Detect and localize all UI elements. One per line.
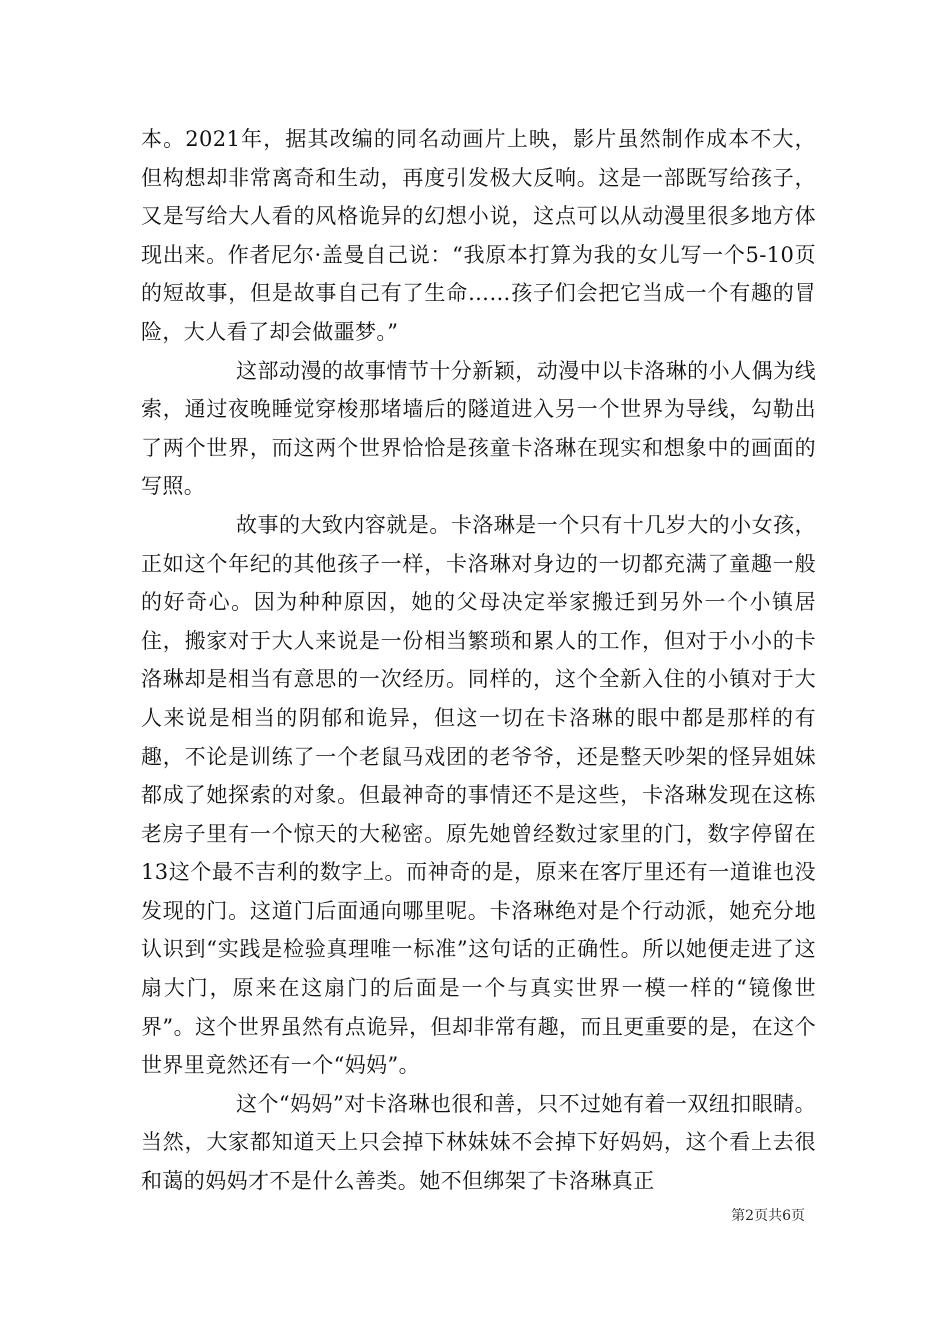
paragraph-other-mother: 这个“妈妈”对卡洛琳也很和善，只不过她有着一双纽扣眼睛。当然，大家都知道天上只会掉下林妹妹不会掉下好妈妈，这个看上去很和蔼的妈妈才不是什么善类。她不但绑架了卡洛琳真正 <box>141 1091 816 1194</box>
page-number-footer: 第2页共6页 <box>731 1208 805 1224</box>
paragraph-plot-novelty: 这部动漫的故事情节十分新颖，动漫中以卡洛琳的小人偶为线索，通过夜晚睡觉穿梭那堵墙后的隧道进入另一个世界为导线，勾勒出了两个世界，而这两个世界恰恰是孩童卡洛琳在现实和想象中的画面的写照。 <box>141 358 816 499</box>
paragraph-continued: 本。2021年，据其改编的同名动画片上映，影片虽然制作成本不大，但构想却非常离奇和生动，再度引发极大反响。这是一部既写给孩子，又是写给大人看的风格诡异的幻想小说，这点可以从动漫里很多地方体现出来。作者尼尔·盖曼自己说：“我原本打算为我的女儿写一个5-10页的短故事，但是故事自己有了生命……孩子们会把它当成一个有趣的冒险，大人看了却会做噩梦。” <box>141 127 816 344</box>
body-text <box>141 120 816 1201</box>
paragraph-story-summary: 故事的大致内容就是。卡洛琳是一个只有十几岁大的小女孩，正如这个年纪的其他孩子一样，卡洛琳对身边的一切都充满了童趣一般的好奇心。因为种种原因，她的父母决定举家搬迁到另外一个小镇居住，搬家对于大人来说是一份相当繁琐和累人的工作，但对于小小的卡洛琳却是相当有意思的一次经历。同样的，这个全新入住的小镇对于大人来说是相当的阴郁和诡异，但这一切在卡洛琳的眼中都是那样的有趣，不论是训练了一个老鼠马戏团的老爷爷，还是整天吵架的怪异姐妹都成了她探索的对象。但最神奇的事情还不是这些，卡洛琳发现在这栋老房子里有一个惊天的大秘密。原先她曾经数过家里的门，数字停留在13这个最不吉利的数字上。而神奇的是，原来在客厅里还有一道谁也没发现的门。这道门后面通向哪里呢。卡洛琳绝对是个行动派，她充分地认识到“实践是检验真理唯一标准”这句话的正确性。所以她便走进了这扇大门，原来在这扇门的后面是一个与真实世界一模一样的“镜像世界”。这个世界虽然有点诡异，但却非常有趣，而且更重要的是，在这个世界里竟然还有一个“妈妈”。 <box>141 512 816 1078</box>
